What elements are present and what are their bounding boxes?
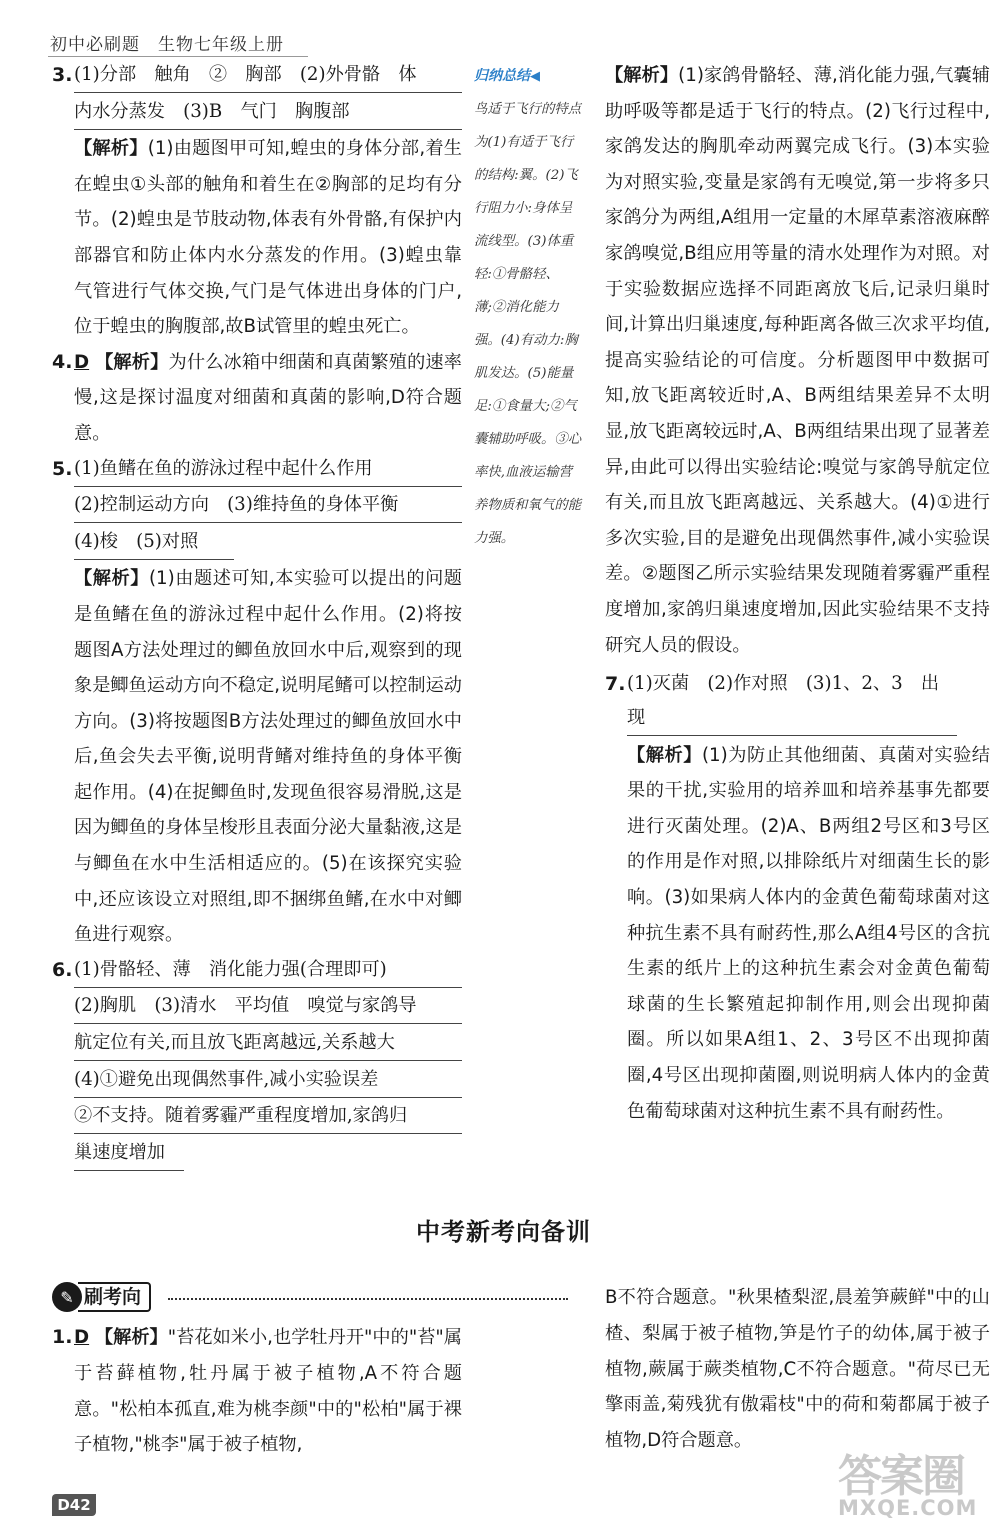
summary-sidebar: [474, 60, 584, 555]
explanation-tag: 【解析】: [627, 744, 702, 766]
answer-choice: D: [74, 351, 90, 373]
explanation: [52, 131, 462, 345]
question-1: [52, 1320, 462, 1463]
answer-line: 内水分蒸发 (3)B 气门 胸腹部: [74, 95, 462, 130]
answer: [74, 953, 462, 1171]
answer-line: (2)胸肌 (3)清水 平均值 嗅觉与家鸽导: [74, 989, 462, 1024]
header-rule: [48, 56, 308, 57]
question-4: [52, 345, 462, 452]
arrow-left-icon: ◀: [530, 69, 540, 84]
dotted-divider: [168, 1298, 568, 1300]
right-column: [605, 58, 990, 1129]
question-number: 6.: [52, 958, 73, 981]
answer-line: (1)灭菌 (2)作对照 (3)1、2、3 出现: [627, 667, 957, 736]
explanation-text: "苔花如米小,也学牡丹开"中的"苔"属于苔藓植物,牡丹属于被子植物,A不符合题意。"松柏本孤直,难为桃李颜"中的"松柏"属于裸子植物,"桃李"属于被子植物,: [74, 1327, 462, 1456]
badge-label: 刷考向: [78, 1282, 151, 1312]
question-7: [605, 667, 990, 1129]
answer: [74, 452, 462, 560]
answer-line: (4)①避免出现偶然事件,减小实验误差: [74, 1063, 462, 1098]
summary-text: 鸟适于飞行的特点为(1)有适于飞行的结构:翼。(2)飞行阻力小:身体呈流线型。(3)体重轻:①骨骼轻、薄;②消化能力强。(4)有动力:胸肌发达。(5)能量足:①食量大;②气囊辅助呼吸。③心率快,血液运输营养物质和氧气的能力强。: [474, 102, 582, 546]
explanation-tag: 【解析】: [74, 568, 149, 590]
answer-choice: D: [74, 1327, 90, 1348]
question-number: 4.: [52, 350, 73, 373]
answer-line: 航定位有关,而且放飞距离越远,关系越大: [74, 1026, 462, 1061]
question-number: 7.: [605, 673, 626, 696]
explanation: [52, 561, 462, 953]
question-6: [52, 953, 462, 1171]
explanation-tag: 【解析】: [74, 138, 148, 160]
question-3: [52, 58, 462, 130]
bottom-right-column: [605, 1280, 990, 1459]
answer: [74, 58, 462, 130]
answer-line: (1)分部 触角 ② 胸部 (2)外骨骼 体: [74, 58, 462, 93]
watermark-logo: [838, 1440, 988, 1530]
question-5: [52, 452, 462, 560]
left-column: [52, 58, 462, 1172]
explanation-tag: 【解析】: [94, 1327, 168, 1348]
answer-line: (1)骨骼轻、薄 消化能力强(合理即可): [74, 953, 462, 988]
explanation-text: (1)由题述可知,本实验可以提出的问题是鱼鳍在鱼的游泳过程中起什么作用。(2)将按题图A方法处理过的鲫鱼放回水中后,观察到的现象是鲫鱼运动方向不稳定,说明尾鳍可以控制运动方向。(3)将按题图B方法处理过的鲫鱼放回水中后,鱼会失去平衡,说明背鳍对维持鱼的身体平衡起作用。(4)在捉鲫鱼时,发现鱼很容易滑脱,这是因为鲫鱼的身体呈梭形且表面分泌大量黏液,这是与鲫鱼在水中生活相适应的。(5)在该探究实验中,还应该设立对照组,即不捆绑鱼鳍,在水中对鲫鱼进行观察。: [74, 568, 462, 946]
explanation-tag: 【解析】: [95, 351, 169, 373]
answer-line: ②不支持。随着雾霾严重程度增加,家鸽归: [74, 1099, 462, 1134]
summary-title: 归纳总结◀: [474, 68, 540, 84]
book-subject: 生物七年级上册: [158, 35, 284, 55]
explanation-text: (1)家鸽骨骼轻、薄,消化能力强,气囊辅助呼吸等都是适于飞行的特点。(2)飞行过程中,家鸽发达的胸肌牵动两翼完成飞行。(3)本实验为对照实验,变量是家鸽有无嗅觉,第一步将多只家鸽分为两组,A组用一定量的木犀草素溶液麻醉家鸽嗅觉,B组应用等量的清水处理作为对照。对于实验数据应选择不同距离放飞后,记录归巢时间,计算出归巢速度,每种距离各做三次求平均值,提高实验结论的可信度。分析题图甲中数据可知,放飞距离较近时,A、B两组结果差异不太明显,放飞距离较远时,A、B两组结果出现了显著差异,由此可以得出实验结论:嗅觉与家鸽导航定位有关,而且放飞距离越远、关系越大。(4)①进行多次实验,目的是避免出现偶然事件,减小实验误差。②题图乙所示实验结果发现随着雾霾严重程度增加,家鸽归巢速度增加,因此实验结果不支持研究人员的假设。: [605, 65, 990, 656]
bottom-left-column: [52, 1320, 462, 1463]
answer: [627, 667, 990, 736]
page-number: D42: [52, 1494, 96, 1516]
explanation-tag: 【解析】: [605, 65, 679, 86]
answer-line: (4)梭 (5)对照: [74, 525, 234, 560]
book-title: 初中必刷题: [50, 35, 140, 55]
explanation-text: (1)由题图甲可知,蝗虫的身体分部,着生在蝗虫①头部的触角和着生在②胸部的足均有分节。(2)蝗虫是节肢动物,体表有外骨骼,有保护内部器官和防止体内水分蒸发的作用。(3)蝗虫靠气管进行气体交换,气门是气体进出身体的门户,位于蝗虫的胸腹部,故B试管里的蝗虫死亡。: [74, 138, 462, 338]
answer-line: (1)鱼鳍在鱼的游泳过程中起什么作用: [74, 452, 462, 487]
answer-line: 巢速度增加: [74, 1136, 184, 1171]
explanation: [605, 58, 990, 663]
pencil-icon: ✎: [52, 1282, 82, 1312]
explanation-text: (1)为防止其他细菌、真菌对实验结果的干扰,实验用的培养皿和培养基事先都要进行灭菌处理。(2)A、B两组2号区和3号区的作用是作对照,以排除纸片对细菌生长的影响。(3)如果病人体内的金黄色葡萄球菌对这种抗生素不具有耐药性,那么A组4号区的含抗生素的纸片上的这种抗生素会对金黄色葡萄球菌的生长繁殖起抑制作用,则会出现抑菌圈。所以如果A组1、2、3号区不出现抑菌圈,4号区出现抑菌圈,则说明病人体内的金黄色葡萄球菌对这种抗生素不具有耐药性。: [627, 744, 990, 1122]
section-badge: [52, 1282, 151, 1312]
explanation-text: 为什么冰箱中细菌和真菌繁殖的速率慢,这是探讨温度对细菌和真菌的影响,D符合题意。: [74, 351, 462, 444]
question-number: 5.: [52, 457, 73, 480]
question-number: 3.: [52, 64, 73, 86]
explanation: [627, 738, 990, 1130]
answer-line: (2)控制运动方向 (3)维持鱼的身体平衡: [74, 488, 462, 523]
question-number: 1.: [52, 1326, 73, 1348]
running-header: [50, 30, 284, 55]
explanation-text: B不符合题意。"秋果楂梨涩,晨羞笋蕨鲜"中的山楂、梨属于被子植物,笋是竹子的幼体,属于被子植物,蕨属于蕨类植物,C不符合题意。"荷尽已无擎雨盖,菊残犹有傲霜枝"中的荷和菊都属于被子植物,D符合题意。: [605, 1287, 990, 1452]
section-title: 中考新考向备训: [416, 1218, 591, 1246]
watermark-domain: MXQE.COM: [838, 1496, 978, 1520]
watermark-text: 答案圈: [838, 1451, 964, 1502]
